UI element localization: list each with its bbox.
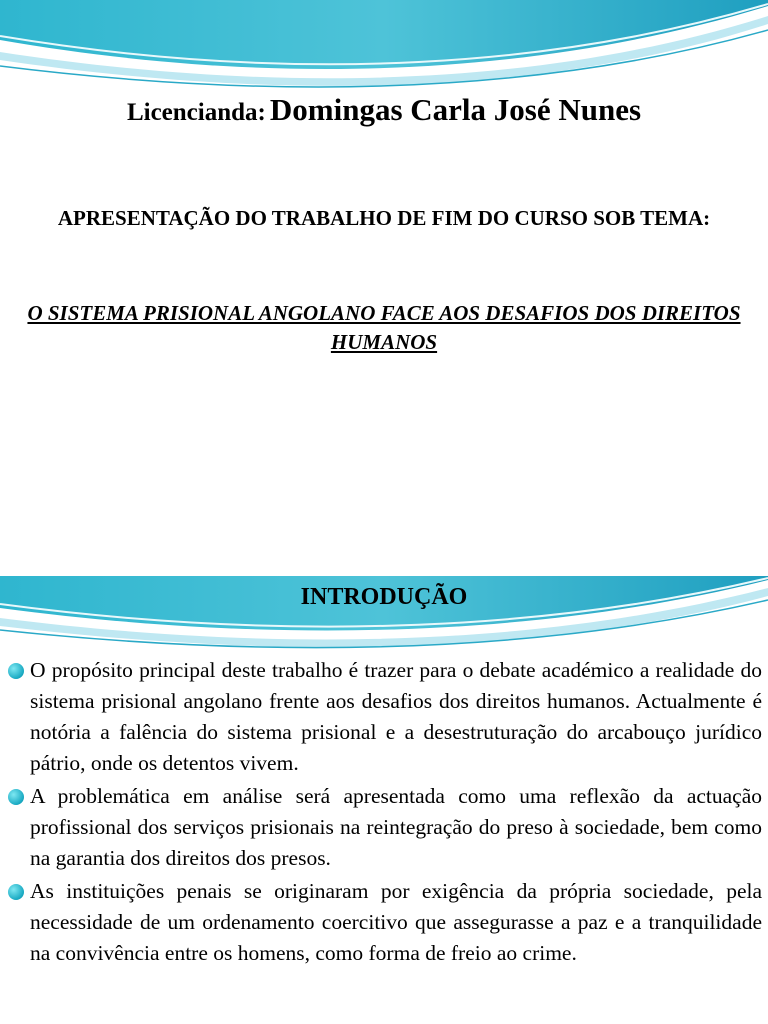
list-item: [6, 781, 762, 874]
author-line: [0, 92, 768, 128]
list-item: [6, 655, 762, 779]
bullet-text: O propósito principal deste trabalho é trazer para o debate académico a realidade do sistema prisional angolano frente aos desafios dos direitos humanos. Actualmente é notória a falência do sistema prisional e a desestruturação do arcabouço jurídico pátrio, onde os detentos vivem.: [30, 658, 762, 775]
bullet-text: A problemática em análise será apresentada como uma reflexão da actuação profissional dos serviços prisionais na reintegração do preso à sociedade, bem como na garantia dos direitos dos presos.: [30, 784, 762, 870]
presentation-line: APRESENTAÇÃO DO TRABALHO DE FIM DO CURSO SOB TEMA:: [57, 206, 711, 230]
wave-header-decoration: [0, 0, 768, 95]
theme-title: O SISTEMA PRISIONAL ANGOLANO FACE AOS DESAFIOS DOS DIREITOS HUMANOS: [27, 301, 741, 354]
bullet-list: [6, 655, 762, 971]
bullet-dot-icon: [8, 789, 24, 805]
bullet-dot-icon: [8, 663, 24, 679]
author-name: Domingas Carla José Nunes: [269, 92, 642, 127]
bullet-dot-icon: [8, 884, 24, 900]
author-label: Licencianda:: [126, 99, 266, 126]
bullet-text: As instituições penais se originaram por exigência da própria sociedade, pela necessidade de um ordenamento coercitivo que assegurasse a paz e a tranquilidade na convivência entre os homens, como forma de freio ao crime.: [30, 879, 762, 965]
introduction-slide: [0, 576, 768, 1024]
list-item: [6, 876, 762, 969]
slide-title: INTRODUÇÃO: [300, 584, 468, 610]
